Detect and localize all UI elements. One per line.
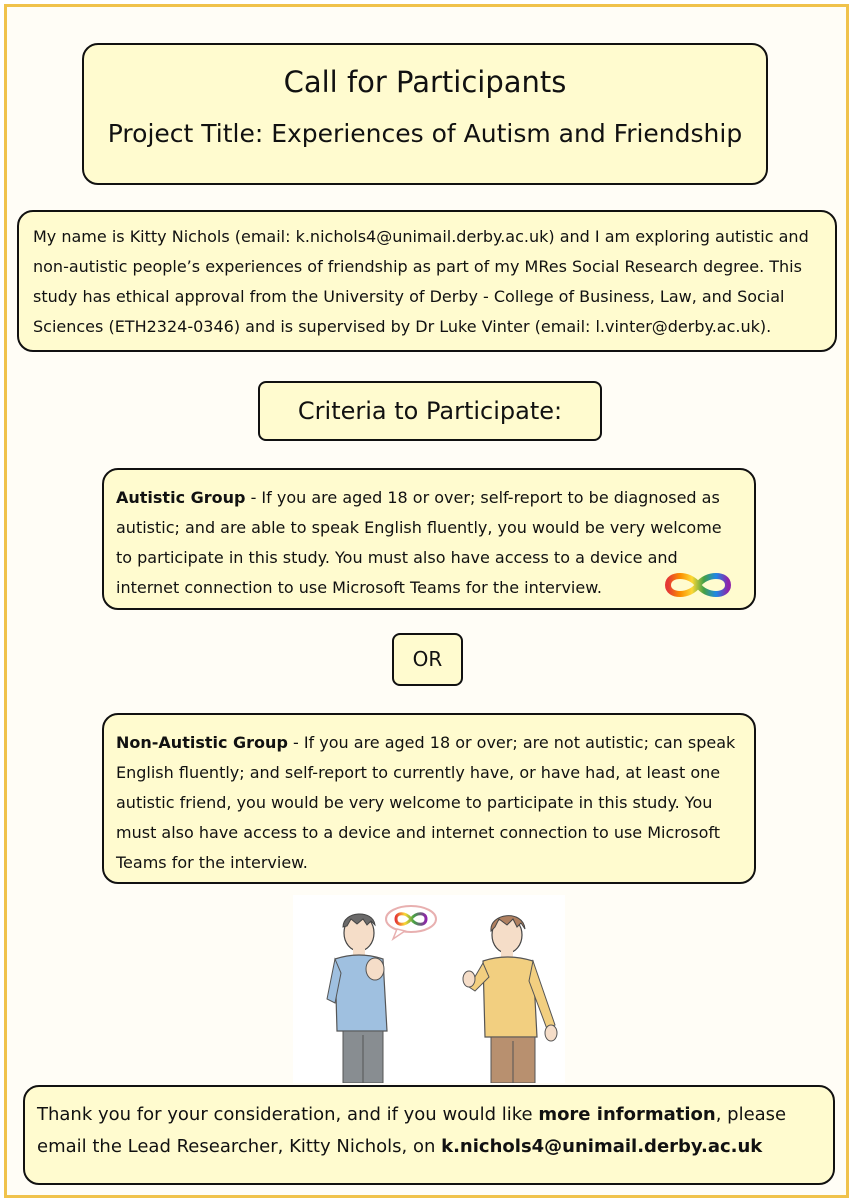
page-title: Call for Participants: [283, 65, 567, 99]
or-label: OR: [412, 647, 443, 671]
intro-box: [17, 210, 837, 352]
criteria-heading: Criteria to Participate:: [297, 397, 563, 425]
criteria-heading-box: [258, 381, 602, 441]
non-autistic-group-label: Non-Autistic Group: [116, 733, 288, 752]
autistic-group-label: Autistic Group: [116, 488, 246, 507]
non-autistic-group-text: - If you are aged 18 or over; are not autistic; can speak English fluently; and self-report to currently have, or have had, at least one autistic friend, you would be very welcome to participate in this study. You must also have access to a device and internet connection to use Microsoft Teams for the interview.: [116, 733, 736, 872]
footer-email-link[interactable]: k.nichols4@unimail.derby.ac.uk: [441, 1136, 763, 1157]
footer-text-2: , please email the Lead Researcher, Kitty Nichols, on: [37, 1104, 787, 1157]
footer-box: [23, 1085, 835, 1185]
intro-text: My name is Kitty Nichols (email: k.nichols4@unimail.derby.ac.uk) and I am exploring autistic and non-autistic people’s experiences of friendship as part of my MRes Social Research degree. This study has ethical approval from the University of Derby - College of Business, Law, and Social Sciences (ETH2324-0346) and is supervised by Dr Luke Vinter (email: l.vinter@derby.ac.uk).: [33, 227, 809, 336]
non-autistic-group-box: [102, 713, 756, 884]
footer-more-information: more information: [538, 1104, 716, 1125]
title-box: [82, 43, 768, 185]
or-box: [392, 633, 463, 686]
footer-text-1: Thank you for your consideration, and if you would like: [37, 1104, 539, 1125]
autistic-group-box: [102, 468, 756, 610]
rainbow-infinity-icon: [660, 570, 736, 600]
two-people-illustration: [293, 895, 565, 1083]
project-title: Project Title: Experiences of Autism and Friendship: [107, 119, 743, 148]
autistic-group-text: - If you are aged 18 or over; self-report to be diagnosed as autistic; and are able to speak English fluently, you would be very welcome to participate in this study. You must also have access to a device and internet connection to use Microsoft Teams for the interview.: [116, 488, 722, 597]
flyer-page: [4, 4, 849, 1198]
